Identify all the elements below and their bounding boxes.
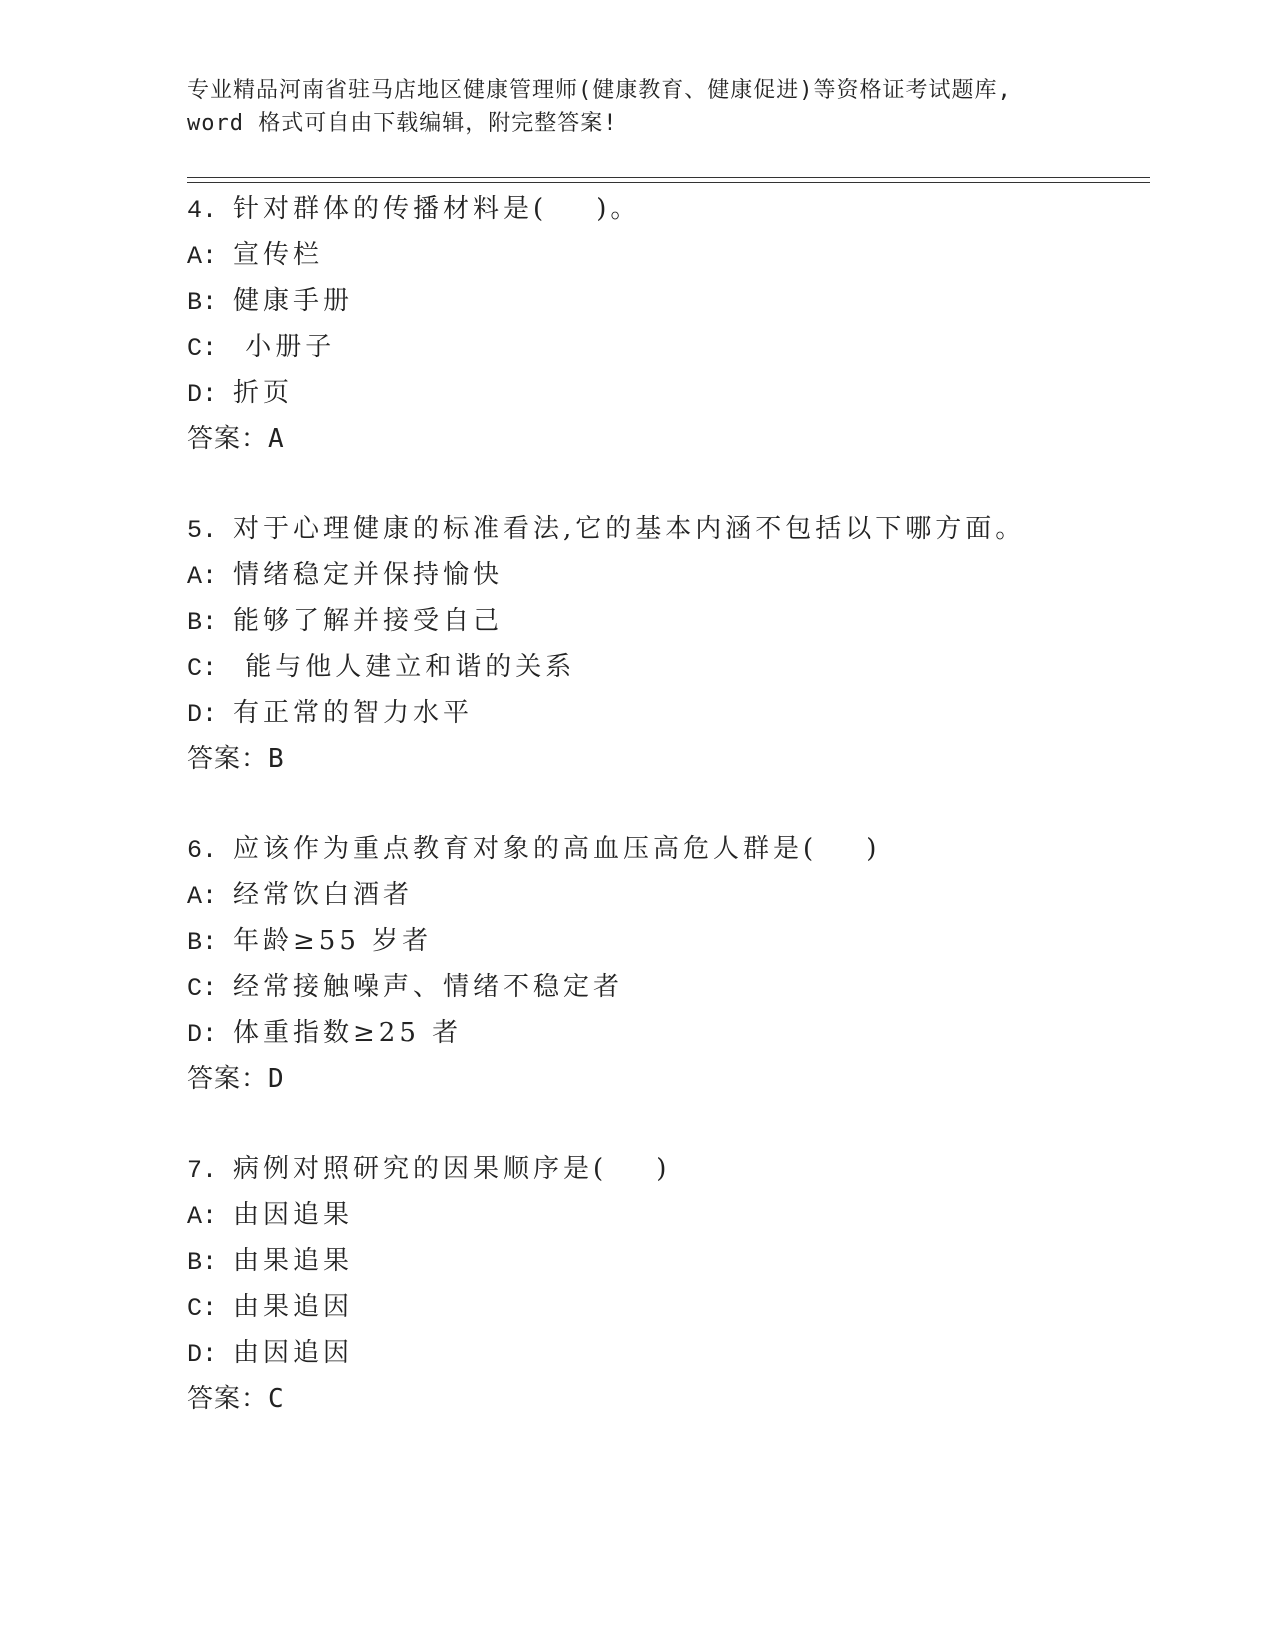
question-number: 4. xyxy=(187,196,218,225)
answer-label: 答案： xyxy=(187,1384,269,1414)
question-6 xyxy=(187,826,1147,1102)
option-text: 能够了解并接受自己 xyxy=(233,606,504,636)
answer-line xyxy=(187,1376,1147,1422)
option-text: 小册子 xyxy=(233,332,336,362)
option-c xyxy=(187,324,1147,370)
option-d xyxy=(187,1010,1147,1056)
question-stem xyxy=(187,1146,1147,1192)
answer-line xyxy=(187,416,1147,462)
option-a xyxy=(187,1192,1147,1238)
option-text: 由因追因 xyxy=(233,1338,354,1368)
option-key: A: xyxy=(187,242,218,271)
option-text: 经常饮白酒者 xyxy=(233,880,414,910)
question-text: 应该作为重点教育对象的高血压高危人群是( ) xyxy=(233,834,881,864)
question-7 xyxy=(187,1146,1147,1422)
option-c xyxy=(187,644,1147,690)
question-number: 7. xyxy=(187,1156,218,1185)
option-text: 宣传栏 xyxy=(233,240,324,270)
option-key: B: xyxy=(187,608,218,637)
option-b xyxy=(187,278,1147,324)
option-key: D: xyxy=(187,1340,218,1369)
question-text: 对于心理健康的标准看法,它的基本内涵不包括以下哪方面。 xyxy=(233,514,1026,544)
question-text: 病例对照研究的因果顺序是( ) xyxy=(233,1154,671,1184)
option-key: A: xyxy=(187,882,218,911)
answer-value: C xyxy=(268,1384,285,1414)
header-line-2: word 格式可自由下载编辑，附完整答案! xyxy=(187,111,618,136)
option-key: A: xyxy=(187,562,218,591)
option-b xyxy=(187,1238,1147,1284)
option-text: 情绪稳定并保持愉快 xyxy=(233,560,504,590)
option-a xyxy=(187,872,1147,918)
option-key: C: xyxy=(187,654,218,683)
question-stem xyxy=(187,186,1147,232)
answer-label: 答案： xyxy=(187,1064,269,1094)
option-b xyxy=(187,598,1147,644)
option-d xyxy=(187,370,1147,416)
option-text: 健康手册 xyxy=(233,286,354,316)
question-stem xyxy=(187,506,1147,552)
question-4 xyxy=(187,186,1147,462)
option-c xyxy=(187,1284,1147,1330)
option-key: C: xyxy=(187,1294,218,1323)
option-key: D: xyxy=(187,700,218,729)
question-number: 6. xyxy=(187,836,218,865)
option-key: B: xyxy=(187,288,218,317)
answer-line xyxy=(187,1056,1147,1102)
answer-label: 答案： xyxy=(187,424,269,454)
option-key: C: xyxy=(187,334,218,363)
option-d xyxy=(187,690,1147,736)
header-divider-bottom xyxy=(187,182,1150,183)
document-header xyxy=(187,74,1117,140)
option-d xyxy=(187,1330,1147,1376)
option-key: D: xyxy=(187,380,218,409)
option-key: B: xyxy=(187,1248,218,1277)
answer-line xyxy=(187,736,1147,782)
answer-value: D xyxy=(268,1064,285,1094)
header-divider-top xyxy=(187,177,1150,178)
option-a xyxy=(187,232,1147,278)
option-b xyxy=(187,918,1147,964)
option-text: 由因追果 xyxy=(233,1200,354,1230)
option-text: 折页 xyxy=(233,378,294,408)
question-stem xyxy=(187,826,1147,872)
question-5 xyxy=(187,506,1147,782)
option-key: D: xyxy=(187,1020,218,1049)
option-text: 由果追果 xyxy=(233,1246,354,1276)
answer-value: A xyxy=(268,424,285,454)
option-text: 经常接触噪声、情绪不稳定者 xyxy=(233,972,624,1002)
option-a xyxy=(187,552,1147,598)
answer-value: B xyxy=(268,744,285,774)
answer-label: 答案： xyxy=(187,744,269,774)
question-text: 针对群体的传播材料是( )。 xyxy=(233,194,641,224)
option-text: 能与他人建立和谐的关系 xyxy=(233,652,576,682)
option-text: 年龄≥55 岁者 xyxy=(233,926,433,956)
question-number: 5. xyxy=(187,516,218,545)
option-text: 由果追因 xyxy=(233,1292,354,1322)
option-text: 有正常的智力水平 xyxy=(233,698,474,728)
option-text: 体重指数≥25 者 xyxy=(233,1018,463,1048)
option-key: A: xyxy=(187,1202,218,1231)
header-line-1: 专业精品河南省驻马店地区健康管理师(健康教育、健康促进)等资格证考试题库, xyxy=(187,78,1012,103)
option-c xyxy=(187,964,1147,1010)
option-key: B: xyxy=(187,928,218,957)
option-key: C: xyxy=(187,974,218,1003)
